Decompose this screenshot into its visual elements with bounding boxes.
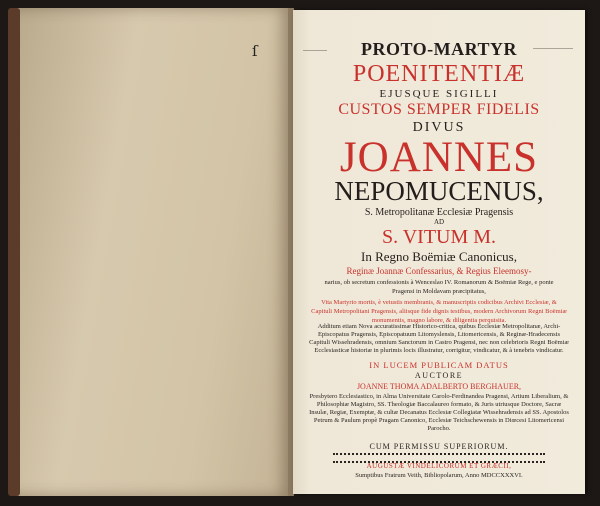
title-line-20: CUM PERMISSU SUPERIORUM.: [369, 442, 509, 451]
title-line-15: Additum etiam Nova accuratissimæ Historico-critica, quibus Ecclesiæ Metropolitanæ, Archi-Episcopatus Pragensis, Episcopatuum Litomyslensis, Litomericensis, & Reginæ-Hradecensis Capituli Wissehradensis, omnium Sanctorum in Castro Pragensi, nec non celebrioris Regni Boëmiæ Ecclesiasticæ historiæ in plurimis locis illustratur, corrigitur, vindicatur, & à tenebris vindicatur.: [309, 323, 569, 354]
title-line-10: S. VITUM M.: [381, 226, 497, 248]
title-page: [293, 10, 585, 494]
imprint-place: AUGUSTÆ VINDELICORUM ET GRÆCII,: [366, 462, 512, 470]
title-line-17: AUCTORE: [414, 371, 464, 380]
title-line-14: Vita Martyrio mortis, è vetustis membranis, & manuscriptis codicibus Archivi Ecclesiæ, & Capituli Metropolitani Pragensis, aliisque fide dignis testibus, modern Archivorum Regni Boëmiæ monumentis, magno labore, & diligentia perquisita.: [311, 299, 567, 324]
title-line-8: S. Metropolitanæ Ecclesiæ Pragensis: [364, 207, 514, 218]
title-line-13: narius, ob secretum confessionis à Wenceslao IV. Romanorum & Boëmiæ Rege, e ponte Pragensi in Moldavam præcipitatus,: [324, 279, 554, 295]
book-spine: [8, 8, 20, 496]
title-line-2: POENITENTIÆ: [352, 61, 526, 87]
title-line-11: In Regno Boëmiæ Canonicus,: [361, 249, 517, 264]
title-line-3: EJUSQUE SIGILLI: [379, 88, 499, 100]
title-line-7: NEPOMUCENUS,: [334, 176, 544, 206]
title-line-1: PROTO-MARTYR: [360, 39, 518, 59]
title-line-18: JOANNE THOMA ADALBERTO BERGHAUER,: [356, 382, 522, 391]
imprint-publisher: Sumptibus Fratrum Veith, Bibliopolarum, Anno MDCCXXXVI.: [355, 472, 523, 479]
cover-mark: ſ: [252, 42, 258, 60]
title-line-6: JOANNES: [339, 134, 539, 181]
front-cover: [14, 8, 290, 496]
title-line-16: IN LUCEM PUBLICAM DATUS: [369, 360, 509, 370]
title-line-9: AD: [433, 218, 445, 226]
title-line-12: Reginæ Joannæ Confessarius, & Regius Eleemosy-: [346, 266, 532, 276]
title-line-4: CUSTOS SEMPER FIDELIS: [338, 101, 540, 118]
title-line-5: DIVUS: [412, 120, 466, 135]
title-line-19: Presbytero Ecclesiastico, in Alma Universitate Carolo-Ferdinandea Pragensi, Artium Liberalium, & Philosophiæ Magistro, SS. Theologiæ Baccalaureo formato, & Juris utriusque Doctore, Sacræ Insulæ, Regiæ, Exemptæ, & cultæ Decanatus Ecclesiæ Collegiatæ Wissehradensis ad SS. Apostolos Petrum & Paulum propè Pragam Canonico, Ecclesiæ Teichschewensis in Diœcesi Litomericensi Parocho.: [309, 393, 569, 432]
